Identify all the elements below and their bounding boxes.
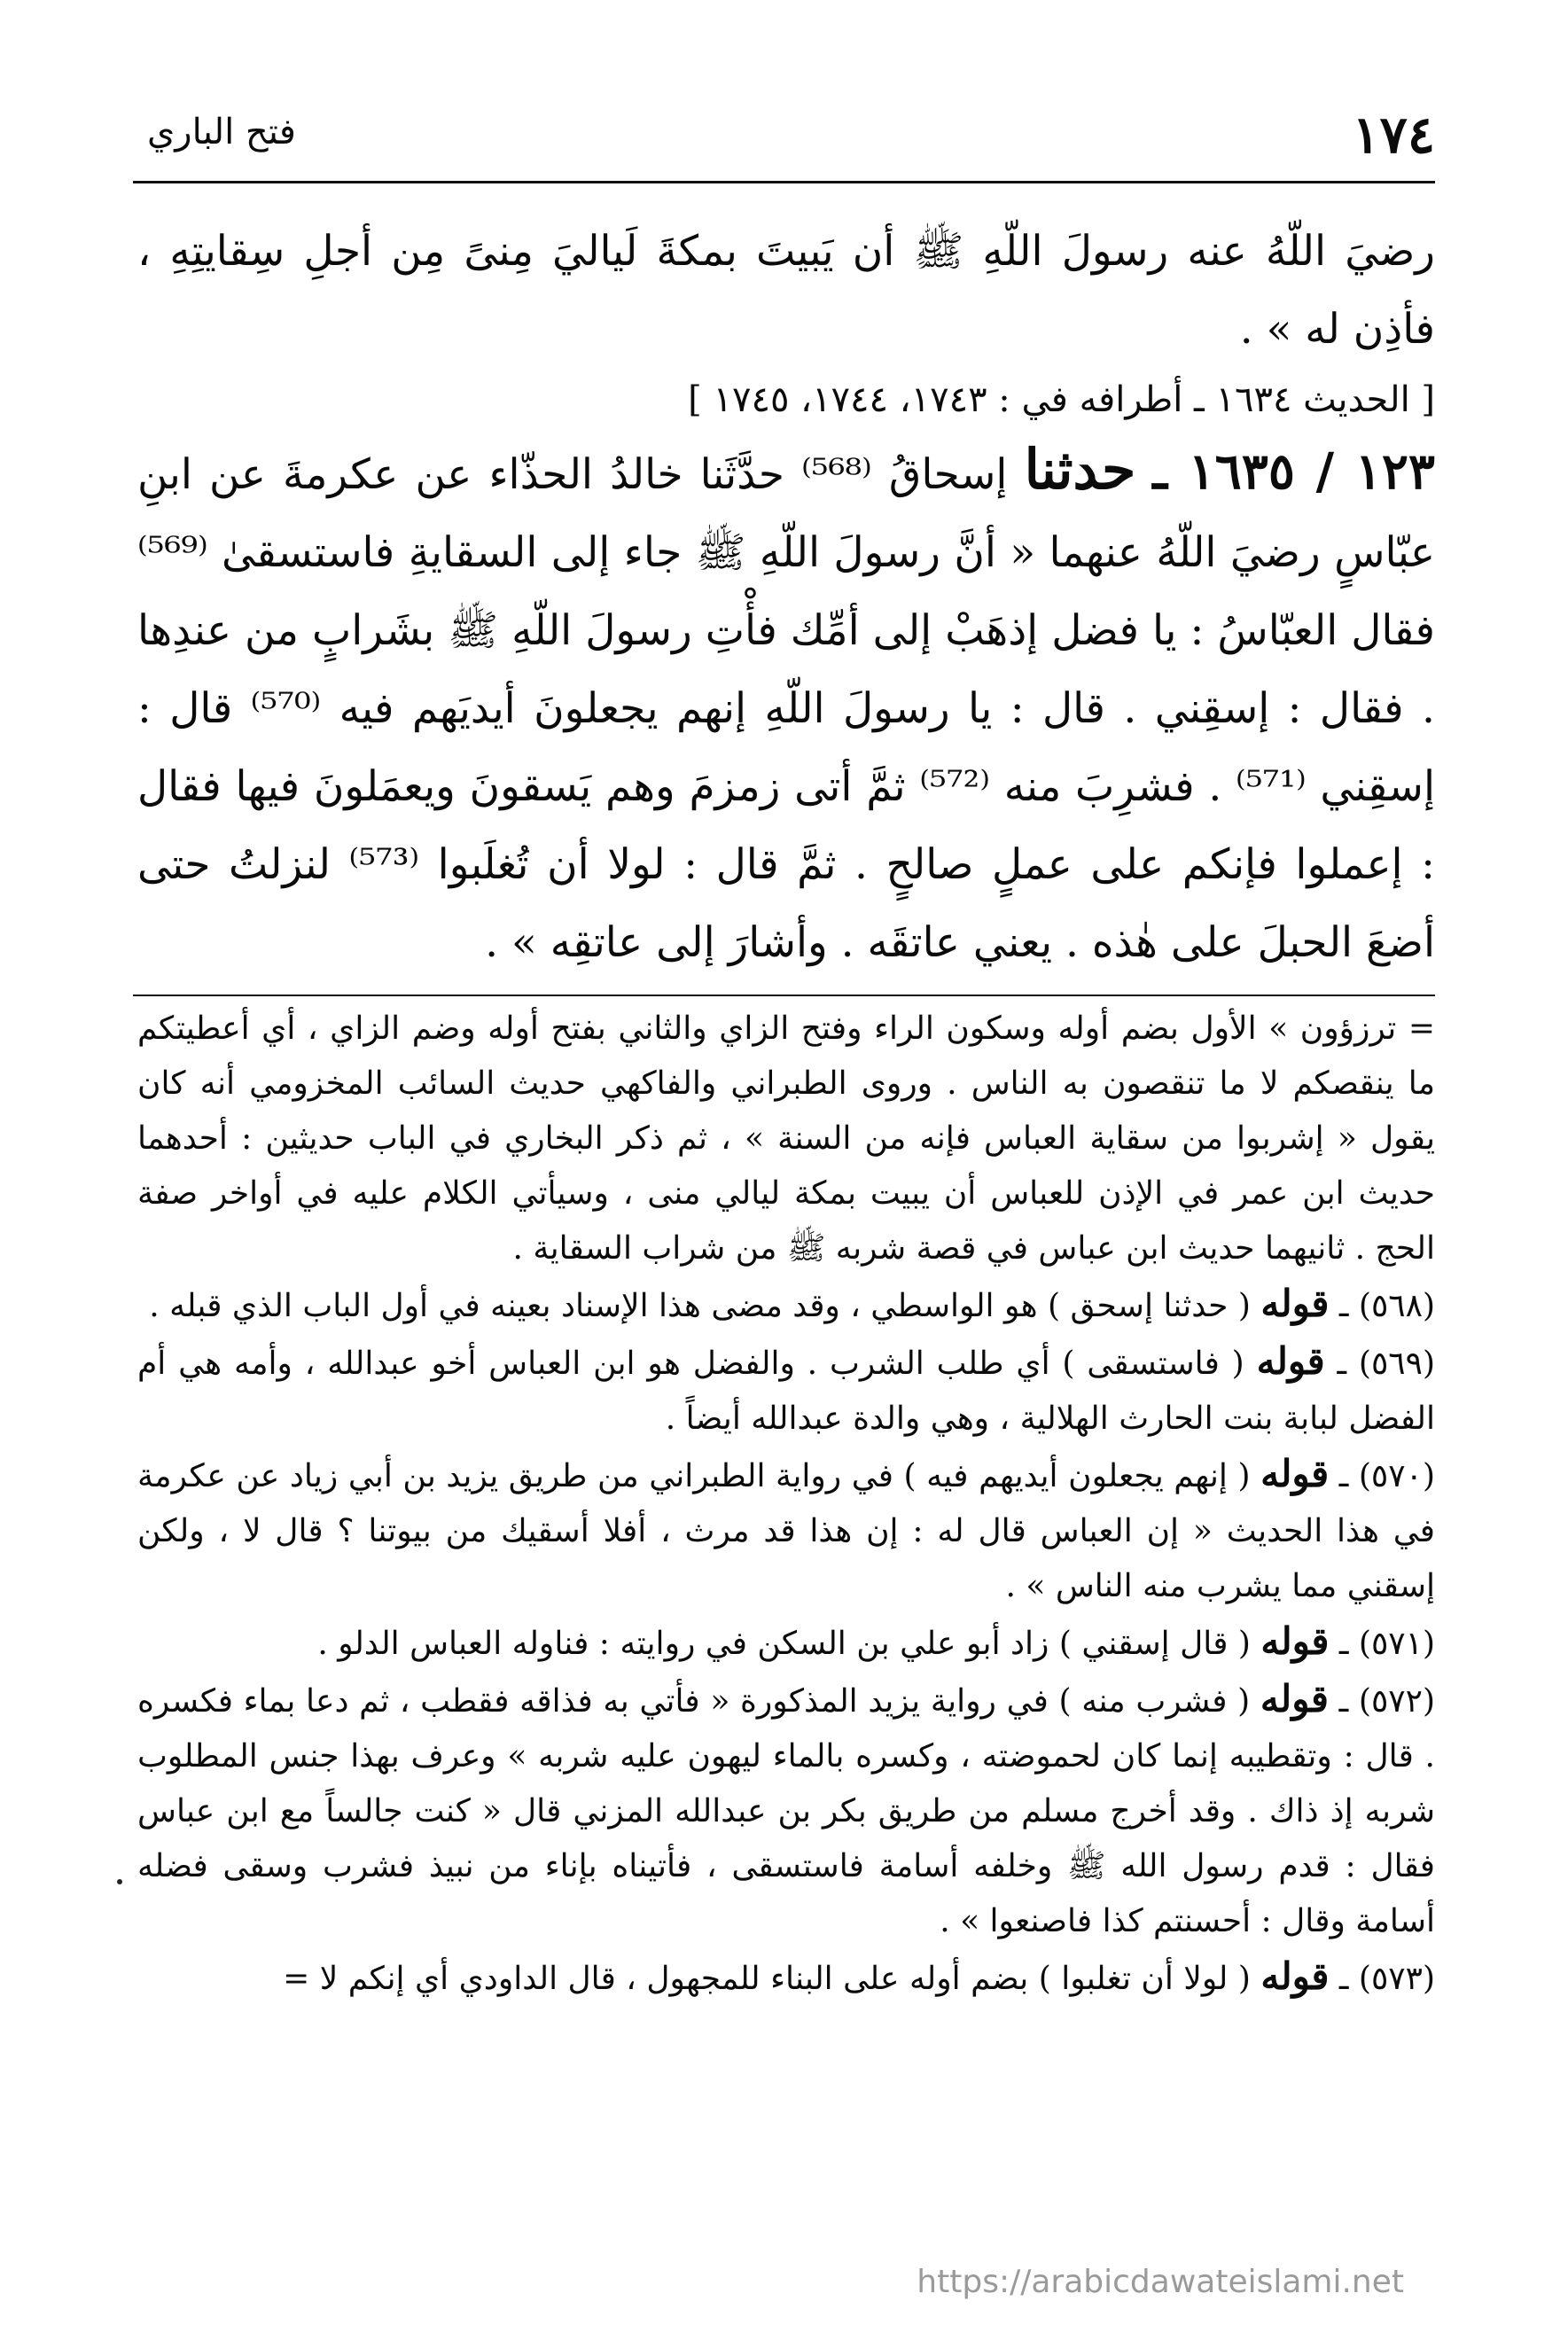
note-continuation: = ترزؤون » الأول بضم أوله وسكون الراء وفتح الزاي والثاني بفتح أوله وضم الزاي ، أي أعطيتكم ما ينقصكم لا ما تنقصون به الناس . وروى الطبراني والفاكهي حديث السائب المخزومي أنه كان يقول « إشربوا من سقاية العباس فإنه من السنة » ، ثم ذكر البخاري في الباب حديثين : أحدهما حديث ابن عمر في الإذن للعباس أن يبيت بمكة ليالي منى ، وسيأتي الكلام عليه في أواخر صفة الحج . ثانيهما حديث ابن عباس في قصة شربه ﷺ من شراب السقاية .	[137, 1010, 1435, 1267]
note-entry	[137, 1447, 1435, 1614]
note-entry	[137, 1949, 1435, 2007]
qawlihi-label: قوله	[1260, 1452, 1330, 1495]
note-text: ( حدثنا إسحق ) هو الواسطي ، وقد مضى هذا الإسناد بعينه في أول الباب الذي قبله .	[149, 1288, 1251, 1324]
qawlihi-label: قوله	[1260, 1619, 1330, 1663]
note-number: (٥٧٣) ـ	[1338, 1961, 1435, 1997]
note-number: (٥٧١) ـ	[1338, 1626, 1435, 1662]
qawlihi-label: قوله	[1256, 1339, 1325, 1383]
note-number: (٥٦٩) ـ	[1337, 1346, 1435, 1382]
qawlihi-label: قوله	[1260, 1677, 1329, 1720]
page-number: ١٧٤	[1352, 105, 1435, 165]
header-rule	[133, 181, 1435, 183]
commentary-notes	[137, 1002, 1435, 2007]
note-entry	[137, 1334, 1435, 1447]
running-title: فتح الباري	[147, 112, 296, 152]
hadith-text: إسحاقُ ⁽⁵⁶⁸⁾ حدَّثَنا خالدُ الحذّاء عن عكرمةَ عن ابنِ عبّاسٍ رضيَ اللّهُ عنهما « أنَّ رسولَ اللّهِ ﷺ جاء إلى السقايةِ فاستسقىٰ ⁽⁵⁶⁹⁾ فقال العبّاسُ : يا فضل إذهَبْ إلى أمِّك فأْتِ رسولَ اللّهِ ﷺ بشَرابٍ من عندِها . فقال : إسقِني . قال : يا رسولَ اللّهِ إنهم يجعلونَ أيديَهم فيه ⁽⁵⁷⁰⁾ قال : إسقِني ⁽⁵⁷¹⁾ . فشرِبَ منه ⁽⁵⁷²⁾ ثمَّ أتى زمزمَ وهم يَسقونَ ويعمَلونَ فيها فقال : إعملوا فإنكم على عملٍ صالحٍ . ثمَّ قال : لولا أن تُغلَبوا ⁽⁵⁷³⁾ لنزلتُ حتى أضعَ الحبلَ على هٰذه . يعني عاتقَه . وأشارَ إلى عاتقِه » .	[137, 450, 1435, 967]
hadith-paragraph	[137, 431, 1435, 982]
note-entry	[137, 1672, 1435, 1949]
qawlihi-label: قوله	[1260, 1282, 1330, 1325]
note-number: (٥٧٢) ـ	[1338, 1683, 1435, 1720]
note-number: (٥٧٠) ـ	[1338, 1458, 1435, 1494]
footnote-rule	[133, 995, 1435, 996]
hadith-reference: [ الحديث ١٦٣٤ ـ أطرافه في : ١٧٤٣، ١٧٤٤، ١٧٤٥ ]	[688, 379, 1435, 420]
note-entry	[137, 1276, 1435, 1334]
scan-speck	[117, 1879, 122, 1884]
note-entry	[137, 1614, 1435, 1672]
main-text	[137, 213, 1435, 982]
qawlihi-label: قوله	[1260, 1954, 1330, 1998]
note-number: (٥٦٨) ـ	[1338, 1288, 1435, 1324]
note-text: ( قال إسقني ) زاد أبو علي بن السكن في روايته : فناوله العباس الدلو .	[317, 1626, 1251, 1662]
opening-line: رضيَ اللّهُ عنه رسولَ اللّهِ ﷺ أن يَبيتَ بمكةَ لَياليَ مِنىً مِن أجلِ سِقايتِهِ ، فأذِن له » .	[137, 227, 1435, 354]
haddathana-heading: حدثنا	[1024, 437, 1136, 502]
watermark-url: https://arabicdawateislami.net	[917, 2264, 1404, 2300]
note-text: ( إنهم يجعلون أيديهم فيه ) في رواية الطبراني من طريق يزيد بن أبي زياد عن عكرمة في هذا الحديث « إن العباس قال له : إن هذا قد مرث ، أفلا أسقيك من بيوتنا ؟ قال لا ، ولكن إسقني مما يشرب منه الناس » .	[137, 1458, 1435, 1604]
note-text: ( فشرب منه ) في رواية يزيد المذكورة « فأتي به فذاقه فقطب ، ثم دعا بماء فكسره . قال : وتقطيبه إنما كان لحموضته ، وكسره بالماء ليهون عليه شربه » وعرف بهذا جنس المطلوب شربه إذ ذاك . وقد أخرج مسلم من طريق بكر بن عبدالله المزني قال « كنت جالساً مع ابن عباس فقال : قدم رسول الله ﷺ وخلفه أسامة فاستسقى ، فأتيناه بإناء من نبيذ فشرب وسقى فضله أسامة وقال : أحسنتم كذا فاصنعوا » .	[137, 1683, 1435, 1939]
hadith-number: ١٢٣ / ١٦٣٥ ـ	[1152, 442, 1435, 501]
note-text: ( فاستسقى ) أي طلب الشرب . والفضل هو ابن العباس أخو عبدالله ، وأمه هي أم الفضل لبابة بنت الحارث الهلالية ، وهي والدة عبدالله أيضاً .	[137, 1346, 1435, 1437]
note-text: ( لولا أن تغلبوا ) بضم أوله على البناء للمجهول ، قال الداودي أي إنكم لا =	[283, 1961, 1251, 1997]
